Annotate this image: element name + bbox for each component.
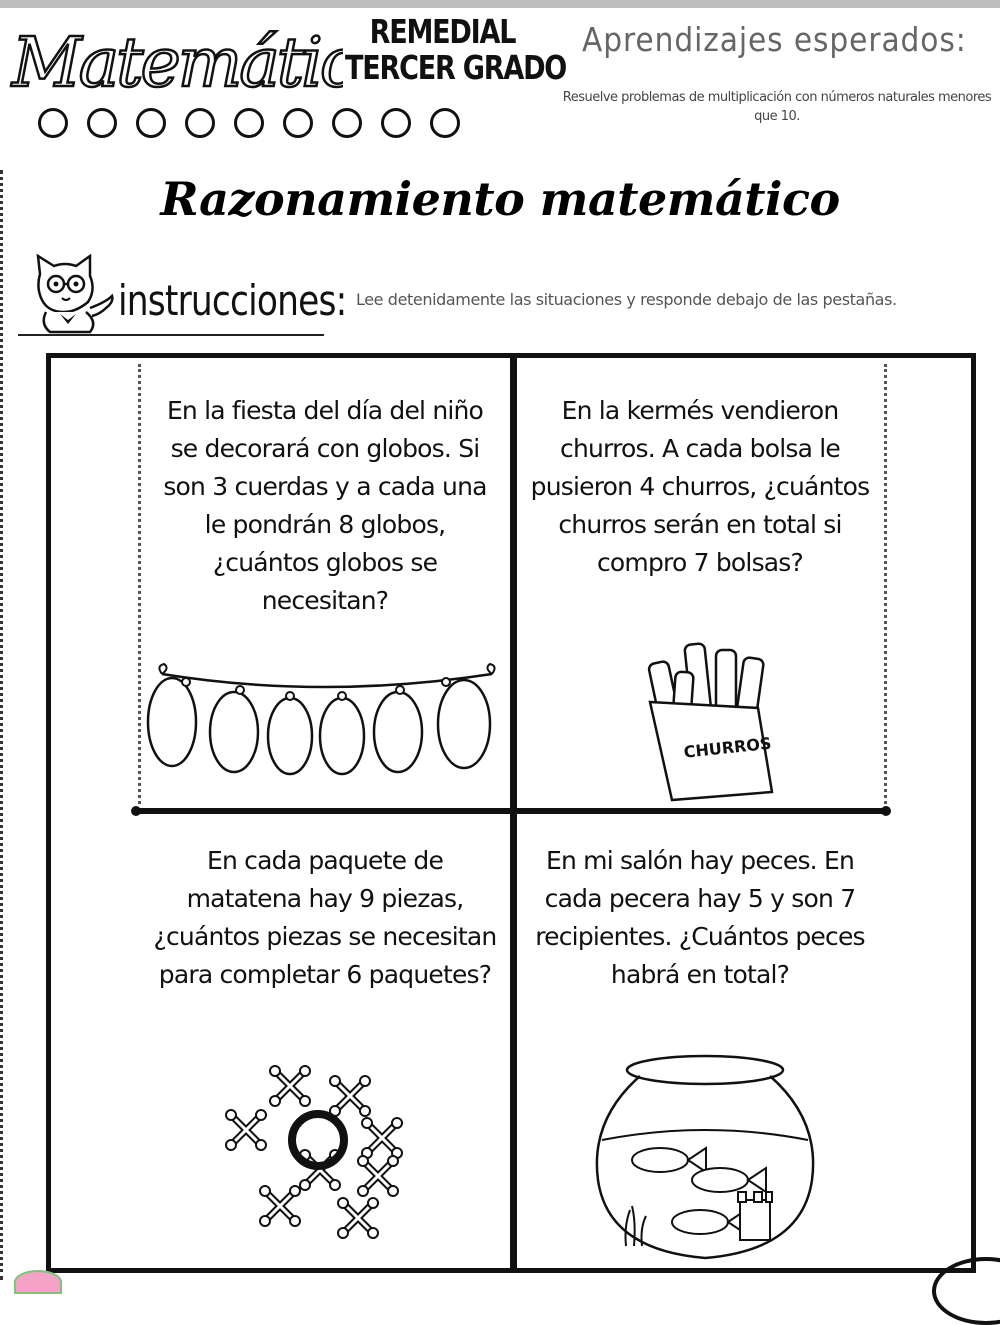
progress-circle: [381, 108, 411, 138]
expected-learning-text: Resuelve problemas de multiplicación con números naturales menores que 10.: [562, 90, 992, 124]
instructions-underline: [18, 334, 324, 336]
instructions-text: Lee detenidamente las situaciones y responde debajo de las pestañas.: [356, 290, 897, 309]
left-dotted-margin: [0, 170, 6, 1280]
progress-circle: [87, 108, 117, 138]
progress-circle: [136, 108, 166, 138]
grade-label: [345, 12, 567, 87]
grid-vertical-divider: [510, 358, 517, 1270]
progress-circles: [38, 108, 460, 138]
problem-churros-text: En la kermés vendieron churros. A cada bolsa le pusieron 4 churros, ¿cuántos churros serán en total si compro 7 bolsas?: [530, 396, 870, 577]
instructions-label: instrucciones:: [118, 276, 347, 325]
brand-title-text: Matemáti: [12, 24, 320, 103]
churros-bag-icon: [640, 632, 780, 802]
progress-circle: [283, 108, 313, 138]
progress-circle: [332, 108, 362, 138]
jacks-game-icon: [210, 1058, 410, 1248]
balloon-garland-icon: [142, 660, 507, 780]
expected-learning-title: Aprendizajes esperados:: [582, 20, 967, 59]
grade-level-label: TERCER GRADO: [345, 48, 567, 87]
remedial-label: REMEDIAL: [369, 12, 516, 51]
churros-bag-label: CHURROS: [682, 733, 773, 762]
progress-circle: [185, 108, 215, 138]
cat-mascot-icon: [20, 252, 115, 334]
problem-balloons-text: En la fiesta del día del niño se decorará con globos. Si son 3 cuerdas y a cada una le pondrán 8 globos, ¿cuántos globos se necesitan?: [163, 396, 487, 615]
right-fold-line: [884, 364, 887, 804]
left-fold-line: [138, 364, 141, 804]
grid-horizontal-divider: [135, 808, 887, 814]
fishbowl-icon: [590, 1050, 820, 1265]
progress-circle: [38, 108, 68, 138]
publisher-logo-icon: [14, 1270, 62, 1294]
problem-fish-text: En mi salón hay peces. En cada pecera hay 5 y son 7 recipientes. ¿Cuántos peces habrá en total?: [535, 846, 865, 989]
brand-title: [8, 8, 343, 108]
problem-jacks-text: En cada paquete de matatena hay 9 piezas, ¿cuántos piezas se necesitan para completar 6 paquetes?: [153, 846, 497, 989]
top-border: [0, 0, 1000, 8]
progress-circle: [234, 108, 264, 138]
section-title: Razonamiento matemático: [160, 172, 840, 226]
progress-circle: [430, 108, 460, 138]
